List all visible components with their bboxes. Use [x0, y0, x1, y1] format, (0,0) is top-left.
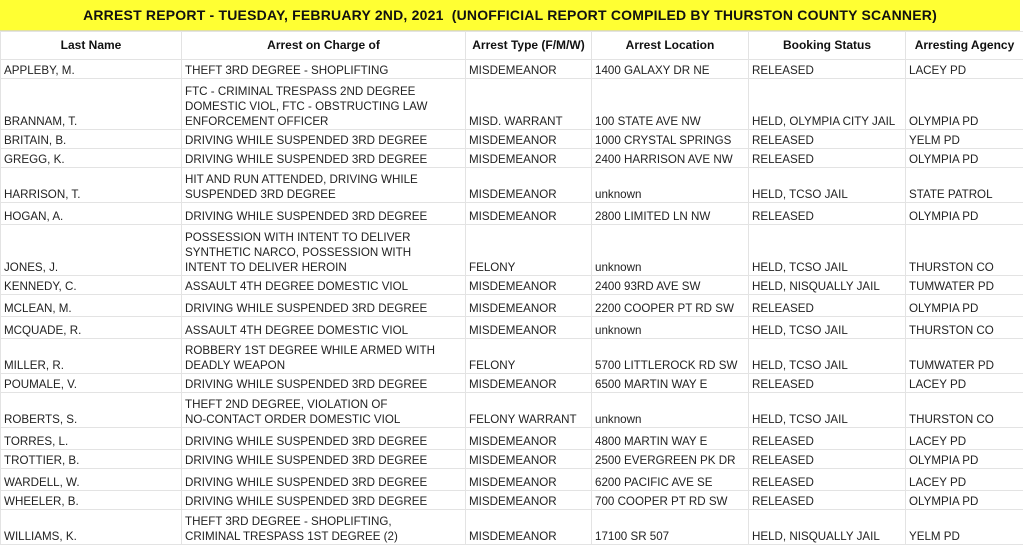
cell-arrest-type[interactable]: MISDEMEANOR [466, 317, 592, 339]
cell-charge[interactable]: DRIVING WHILE SUSPENDED 3RD DEGREE [182, 469, 466, 491]
cell-arresting-agency[interactable]: OLYMPIA PD [906, 295, 1023, 317]
cell-arrest-type[interactable]: MISDEMEANOR [466, 276, 592, 295]
cell-arrest-type[interactable]: MISD. WARRANT [466, 79, 592, 130]
cell-booking-status[interactable]: HELD, TCSO JAIL [749, 317, 906, 339]
cell-arresting-agency[interactable]: STATE PATROL [906, 168, 1023, 203]
cell-arresting-agency[interactable]: OLYMPIA PD [906, 149, 1023, 168]
cell-arrest-location[interactable]: 4800 MARTIN WAY E [592, 428, 749, 450]
table-row [1, 510, 1023, 545]
cell-arresting-agency[interactable]: OLYMPIA PD [906, 203, 1023, 225]
cell-arrest-type[interactable]: MISDEMEANOR [466, 149, 592, 168]
cell-arrest-location[interactable]: 6200 PACIFIC AVE SE [592, 469, 749, 491]
table-row [1, 276, 1023, 295]
cell-arrest-type[interactable]: MISDEMEANOR [466, 428, 592, 450]
cell-charge[interactable]: THEFT 3RD DEGREE - SHOPLIFTING, CRIMINAL TRESPASS 1ST DEGREE (2) [182, 510, 466, 545]
cell-arrest-type[interactable]: MISDEMEANOR [466, 168, 592, 203]
cell-booking-status[interactable]: RELEASED [749, 130, 906, 149]
table-row [1, 79, 1023, 130]
arrest-table [0, 31, 1023, 545]
column-header-arrest-type[interactable]: Arrest Type (F/M/W) [466, 32, 592, 60]
cell-booking-status[interactable]: HELD, TCSO JAIL [749, 339, 906, 374]
cell-arrest-location[interactable]: 2400 HARRISON AVE NW [592, 149, 749, 168]
column-header-booking-status[interactable]: Booking Status [749, 32, 906, 60]
cell-arrest-type[interactable]: MISDEMEANOR [466, 491, 592, 510]
cell-last-name[interactable]: ROBERTS, S. [1, 393, 182, 428]
cell-booking-status[interactable]: RELEASED [749, 450, 906, 469]
cell-booking-status[interactable]: RELEASED [749, 60, 906, 79]
cell-charge[interactable]: THEFT 2ND DEGREE, VIOLATION OF NO-CONTACT ORDER DOMESTIC VIOL [182, 393, 466, 428]
cell-last-name[interactable]: KENNEDY, C. [1, 276, 182, 295]
cell-arrest-location[interactable]: 2400 93RD AVE SW [592, 276, 749, 295]
cell-booking-status[interactable]: RELEASED [749, 491, 906, 510]
cell-charge[interactable]: DRIVING WHILE SUSPENDED 3RD DEGREE [182, 203, 466, 225]
cell-last-name[interactable]: BRITAIN, B. [1, 130, 182, 149]
cell-booking-status[interactable]: RELEASED [749, 428, 906, 450]
cell-charge[interactable]: DRIVING WHILE SUSPENDED 3RD DEGREE [182, 428, 466, 450]
cell-arresting-agency[interactable]: LACEY PD [906, 428, 1023, 450]
table-row [1, 295, 1023, 317]
cell-charge[interactable]: DRIVING WHILE SUSPENDED 3RD DEGREE [182, 450, 466, 469]
cell-arrest-type[interactable]: MISDEMEANOR [466, 295, 592, 317]
cell-booking-status[interactable]: HELD, NISQUALLY JAIL [749, 510, 906, 545]
table-row [1, 374, 1023, 393]
cell-charge[interactable]: POSSESSION WITH INTENT TO DELIVER SYNTHETIC NARCO, POSSESSION WITH INTENT TO DELIVER HEROIN [182, 225, 466, 276]
cell-arresting-agency[interactable]: THURSTON CO [906, 225, 1023, 276]
table-row [1, 168, 1023, 203]
cell-arrest-type[interactable]: MISDEMEANOR [466, 510, 592, 545]
cell-last-name[interactable]: MCLEAN, M. [1, 295, 182, 317]
table-row [1, 450, 1023, 469]
cell-arrest-location[interactable]: unknown [592, 168, 749, 203]
cell-arrest-location[interactable]: 2500 EVERGREEN PK DR [592, 450, 749, 469]
cell-arrest-type[interactable]: MISDEMEANOR [466, 469, 592, 491]
cell-charge[interactable]: DRIVING WHILE SUSPENDED 3RD DEGREE [182, 374, 466, 393]
cell-last-name[interactable]: MILLER, R. [1, 339, 182, 374]
cell-last-name[interactable]: WILLIAMS, K. [1, 510, 182, 545]
table-row [1, 149, 1023, 168]
cell-arrest-location[interactable]: 1400 GALAXY DR NE [592, 60, 749, 79]
cell-arresting-agency[interactable]: OLYMPIA PD [906, 79, 1023, 130]
cell-arrest-location[interactable]: unknown [592, 317, 749, 339]
table-row [1, 469, 1023, 491]
cell-last-name[interactable]: TROTTIER, B. [1, 450, 182, 469]
cell-last-name[interactable]: HARRISON, T. [1, 168, 182, 203]
cell-booking-status[interactable]: HELD, TCSO JAIL [749, 225, 906, 276]
column-header-arresting-agency[interactable]: Arresting Agency [906, 32, 1023, 60]
cell-last-name[interactable]: WHEELER, B. [1, 491, 182, 510]
cell-arrest-type[interactable]: MISDEMEANOR [466, 60, 592, 79]
cell-arrest-type[interactable]: FELONY [466, 225, 592, 276]
cell-arresting-agency[interactable]: LACEY PD [906, 469, 1023, 491]
cell-arresting-agency[interactable]: THURSTON CO [906, 393, 1023, 428]
cell-arrest-type[interactable]: MISDEMEANOR [466, 450, 592, 469]
cell-booking-status[interactable]: RELEASED [749, 203, 906, 225]
cell-charge[interactable]: DRIVING WHILE SUSPENDED 3RD DEGREE [182, 149, 466, 168]
cell-last-name[interactable]: POUMALE, V. [1, 374, 182, 393]
column-header-last-name[interactable]: Last Name [1, 32, 182, 60]
cell-arresting-agency[interactable]: OLYMPIA PD [906, 491, 1023, 510]
cell-arrest-location[interactable]: unknown [592, 393, 749, 428]
cell-charge[interactable]: ASSAULT 4TH DEGREE DOMESTIC VIOL [182, 276, 466, 295]
cell-arrest-location[interactable]: 17100 SR 507 [592, 510, 749, 545]
table-row [1, 60, 1023, 79]
header-row [1, 32, 1023, 60]
column-header-arrest-location[interactable]: Arrest Location [592, 32, 749, 60]
cell-arresting-agency[interactable]: THURSTON CO [906, 317, 1023, 339]
cell-booking-status[interactable]: RELEASED [749, 149, 906, 168]
cell-booking-status[interactable]: HELD, OLYMPIA CITY JAIL [749, 79, 906, 130]
column-header-charge[interactable]: Arrest on Charge of [182, 32, 466, 60]
table-row [1, 491, 1023, 510]
cell-arresting-agency[interactable]: YELM PD [906, 130, 1023, 149]
table-row [1, 339, 1023, 374]
cell-arresting-agency[interactable]: LACEY PD [906, 60, 1023, 79]
cell-arrest-type[interactable]: MISDEMEANOR [466, 203, 592, 225]
cell-arrest-location[interactable]: 700 COOPER PT RD SW [592, 491, 749, 510]
cell-booking-status[interactable]: HELD, TCSO JAIL [749, 168, 906, 203]
cell-charge[interactable]: ASSAULT 4TH DEGREE DOMESTIC VIOL [182, 317, 466, 339]
cell-charge[interactable]: DRIVING WHILE SUSPENDED 3RD DEGREE [182, 295, 466, 317]
cell-arresting-agency[interactable]: OLYMPIA PD [906, 450, 1023, 469]
cell-last-name[interactable]: JONES, J. [1, 225, 182, 276]
cell-arrest-location[interactable]: 1000 CRYSTAL SPRINGS [592, 130, 749, 149]
cell-arrest-location[interactable]: 5700 LITTLEROCK RD SW [592, 339, 749, 374]
cell-booking-status[interactable]: RELEASED [749, 469, 906, 491]
cell-arrest-location[interactable]: 2800 LIMITED LN NW [592, 203, 749, 225]
cell-arrest-location[interactable]: 2200 COOPER PT RD SW [592, 295, 749, 317]
table-row [1, 203, 1023, 225]
cell-arrest-type[interactable]: FELONY [466, 339, 592, 374]
cell-arresting-agency[interactable]: TUMWATER PD [906, 339, 1023, 374]
cell-booking-status[interactable]: HELD, TCSO JAIL [749, 393, 906, 428]
cell-charge[interactable]: DRIVING WHILE SUSPENDED 3RD DEGREE [182, 130, 466, 149]
cell-arrest-location[interactable]: 100 STATE AVE NW [592, 79, 749, 130]
cell-booking-status[interactable]: RELEASED [749, 295, 906, 317]
cell-arrest-location[interactable]: unknown [592, 225, 749, 276]
table-row [1, 225, 1023, 276]
cell-last-name[interactable]: WARDELL, W. [1, 469, 182, 491]
table-row [1, 317, 1023, 339]
cell-arresting-agency[interactable]: YELM PD [906, 510, 1023, 545]
cell-arresting-agency[interactable]: LACEY PD [906, 374, 1023, 393]
cell-charge[interactable]: HIT AND RUN ATTENDED, DRIVING WHILE SUSPENDED 3RD DEGREE [182, 168, 466, 203]
cell-last-name[interactable]: MCQUADE, R. [1, 317, 182, 339]
table-row [1, 393, 1023, 428]
cell-arrest-type[interactable]: FELONY WARRANT [466, 393, 592, 428]
report-title-banner[interactable]: ARREST REPORT - TUESDAY, FEBRUARY 2ND, 2021 (UNOFFICIAL REPORT COMPILED BY THURSTON COUNTY SCANNER) [0, 0, 1020, 31]
cell-last-name[interactable]: GREGG, K. [1, 149, 182, 168]
cell-booking-status[interactable]: HELD, NISQUALLY JAIL [749, 276, 906, 295]
table-row [1, 428, 1023, 450]
table-row [1, 130, 1023, 149]
cell-last-name[interactable]: TORRES, L. [1, 428, 182, 450]
cell-arresting-agency[interactable]: TUMWATER PD [906, 276, 1023, 295]
cell-arrest-type[interactable]: MISDEMEANOR [466, 130, 592, 149]
cell-last-name[interactable]: APPLEBY, M. [1, 60, 182, 79]
cell-arrest-type[interactable]: MISDEMEANOR [466, 374, 592, 393]
cell-charge[interactable]: ROBBERY 1ST DEGREE WHILE ARMED WITH DEADLY WEAPON [182, 339, 466, 374]
cell-charge[interactable]: DRIVING WHILE SUSPENDED 3RD DEGREE [182, 491, 466, 510]
cell-last-name[interactable]: HOGAN, A. [1, 203, 182, 225]
cell-booking-status[interactable]: RELEASED [749, 374, 906, 393]
cell-last-name[interactable]: BRANNAM, T. [1, 79, 182, 130]
cell-charge[interactable]: THEFT 3RD DEGREE - SHOPLIFTING [182, 60, 466, 79]
cell-charge[interactable]: FTC - CRIMINAL TRESPASS 2ND DEGREE DOMESTIC VIOL, FTC - OBSTRUCTING LAW ENFORCEMENT OFFICER [182, 79, 466, 130]
cell-arrest-location[interactable]: 6500 MARTIN WAY E [592, 374, 749, 393]
